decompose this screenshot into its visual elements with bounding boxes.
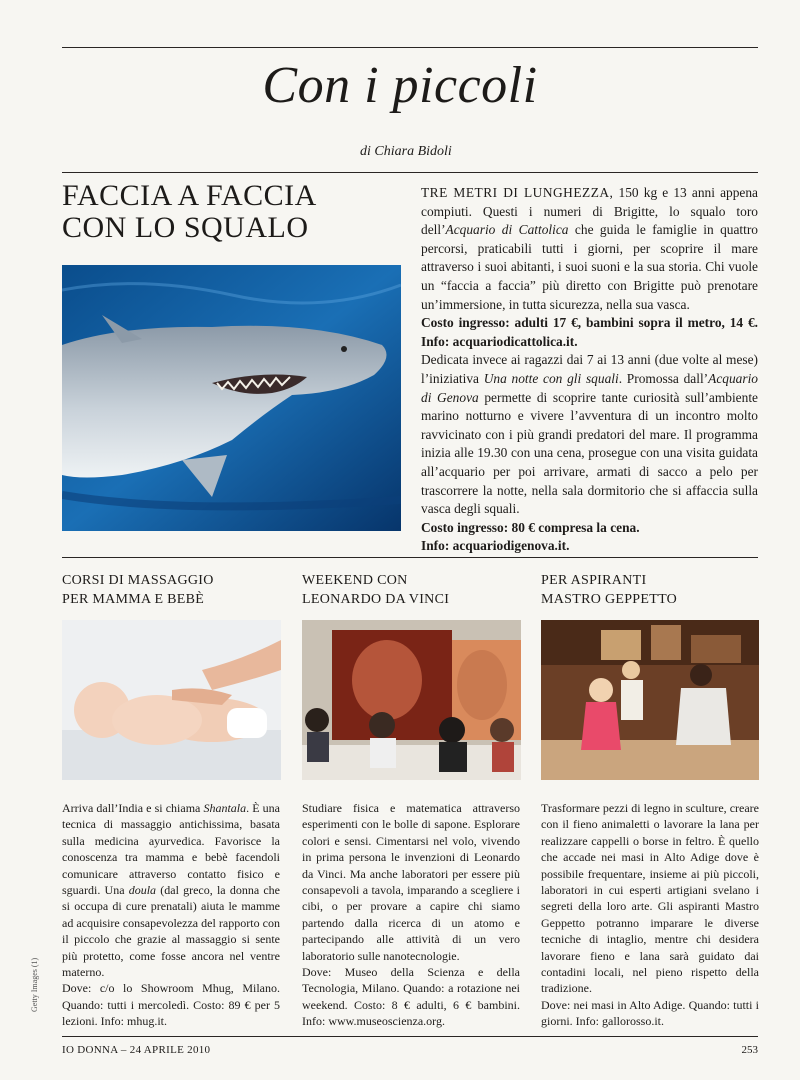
byline-rule (62, 172, 758, 173)
title-line: CORSI DI MASSAGGIO (62, 573, 214, 588)
text-span: Dedicata invece ai ragazzi dai 7 ai 13 anni (due volte al mese) l’iniziativa (421, 352, 758, 386)
main-info-3 (421, 537, 758, 556)
column-2-info: Dove: Museo della Scienza e della Tecnologia, Milano. Quando: a rotazione nei weekend. Costo: 8 € adulti, 6 € bambini. Info: www.museoscienza.org. (302, 965, 520, 1029)
column-1-title (62, 571, 282, 609)
main-paragraph-1 (421, 184, 758, 314)
woodcarving-workshop-photo (541, 620, 759, 780)
column-1-info: Dove: c/o lo Showroom Mhug, Milano. Quando: tutti i mercoledì. Costo: 89 € per 5 lezioni. Info: mhug.it. (62, 981, 280, 1029)
top-rule (62, 47, 758, 48)
title-line: PER MAMMA E BEBÈ (62, 592, 205, 607)
italic-span: Acquario di Genova (421, 370, 758, 405)
column-1-text (62, 800, 280, 1030)
column-2-body: Studiare fisica e matematica attraverso esperimenti con le bolle di sapone. Esplorare colori e sensi. Cimentarsi nel volo, vivendo in prima persona le invenzioni di Leonardo da Vinci. Ma anche laboratori per essere più consapevoli a tavola, imparando a scegliere i cibi, o per provare a capire chi siamo partendo dalla ricerca di un atomo e partecipando alle attività di un vero laboratorio sulle nanotecnologie. (302, 801, 520, 963)
text-span: che guida le famiglie in quattro percorsi, praticabili tutti i giorni, per scoprire il mare attraverso i suoi abitanti, i suoi suoni e la sua storia. Chi vuole un “faccia a faccia” più diretto con Brigitte può prenotare un’immersione, in tutta sicurezza, nella sua vasca. (421, 222, 759, 312)
section-title: Con i piccoli (262, 57, 538, 114)
text-span: (dal greco, la donna che si occupa di cure prenatali) aiuta le mamme ad acquisire consapevolezza del rapporto con il piccolo che grazie al massaggio si sente più protetto, come fosse ancora nel ventre materno. (62, 883, 280, 980)
column-3-body: Trasformare pezzi di legno in sculture, creare con il fieno animaletti o lavorare la lana per realizzare cappelli o borse in feltro. È quello che accade nei masi in Alto Adige dove è possibile frequentare, insieme ai più piccoli, laboratori in cui esperti artigiani svelano i segreti della loro arte. Gli aspiranti Mastro Geppetto potranno imparare le diverse tecniche di intaglio, mentre chi desidera lavorare fieno e lana sarà guidato dai contadini locali, nel pieno rispetto della tradizione. (541, 801, 759, 996)
text-span: . Promossa dall’ (618, 370, 709, 386)
shark-photo (62, 265, 401, 531)
photo-credit: Getty Images (1) (30, 957, 39, 1012)
headline-line-2: CON LO SQUALO (62, 211, 309, 244)
page-number: 253 (741, 1044, 758, 1056)
text-span: Arriva dall’India e si chiama (62, 801, 204, 815)
title-line: LEONARDO DA VINCI (302, 592, 450, 607)
text-span: . È una tecnica di massaggio antichissima, basata sulla medicina ayurvedica. Favorisce la conoscenza tra mamma e bebè facendoli comunicare attraverso contatto fisico e sguardi. Una (62, 801, 281, 898)
italic-span: Una notte con gli squali (483, 370, 619, 386)
text-span: 150 kg e 13 anni appena compiuti. Questi i numeri di Brigitte, lo squalo toro dell’ (421, 185, 758, 238)
info-bold: Info: acquariodigenova.it. (421, 538, 570, 554)
title-line: WEEKEND CON (302, 573, 408, 588)
italic-span: Shantala (203, 801, 247, 815)
italic-span: Acquario di Cattolica (445, 222, 569, 238)
title-line: MASTRO GEPPETTO (541, 592, 678, 607)
main-article-text (421, 184, 758, 556)
main-headline (62, 180, 382, 244)
leonardo-workshop-photo (302, 620, 521, 780)
lead-in: TRE METRI DI LUNGHEZZA, (421, 185, 614, 200)
footer-issue: IO DONNA – 24 APRILE 2010 (62, 1044, 211, 1056)
column-2-text (302, 800, 520, 1030)
baby-massage-photo (62, 620, 281, 780)
column-2-title (302, 571, 522, 609)
column-3-info: Dove: nei masi in Alto Adige. Quando: tutti i giorni. Info: gallorosso.it. (541, 997, 759, 1029)
info-bold: Costo ingresso: adulti 17 €, bambini sopra il metro, 14 €. Info: acquariodicattolica.it. (421, 315, 758, 349)
main-info-1 (421, 314, 758, 351)
text-span: permette di scoprire tante curiosità sull’ambiente marino notturno e vivere l’avventura di un incontro molto ravvicinato con i più grandi predatori del mare. Il programma inizia alle 19.30 con una cena, prosegue con una visita guidata all’acquario per poi arrivare, armati di sacco a pelo per trascorrere la notte, nella sala dormitorio che si affaccia sulla vasca degli squali. (421, 389, 758, 517)
column-3-title (541, 571, 761, 609)
byline: di Chiara Bidoli (360, 144, 452, 159)
column-3-text (541, 800, 759, 1030)
headline-line-1: FACCIA A FACCIA (62, 179, 317, 212)
main-info-2 (421, 519, 758, 538)
footer-rule (62, 1036, 758, 1037)
title-line: PER ASPIRANTI (541, 573, 647, 588)
column-1-body (62, 800, 280, 980)
info-bold: Costo ingresso: 80 € compresa la cena. (421, 519, 640, 535)
italic-span: doula (128, 883, 157, 898)
main-paragraph-2 (421, 351, 758, 518)
mid-rule (62, 557, 758, 558)
